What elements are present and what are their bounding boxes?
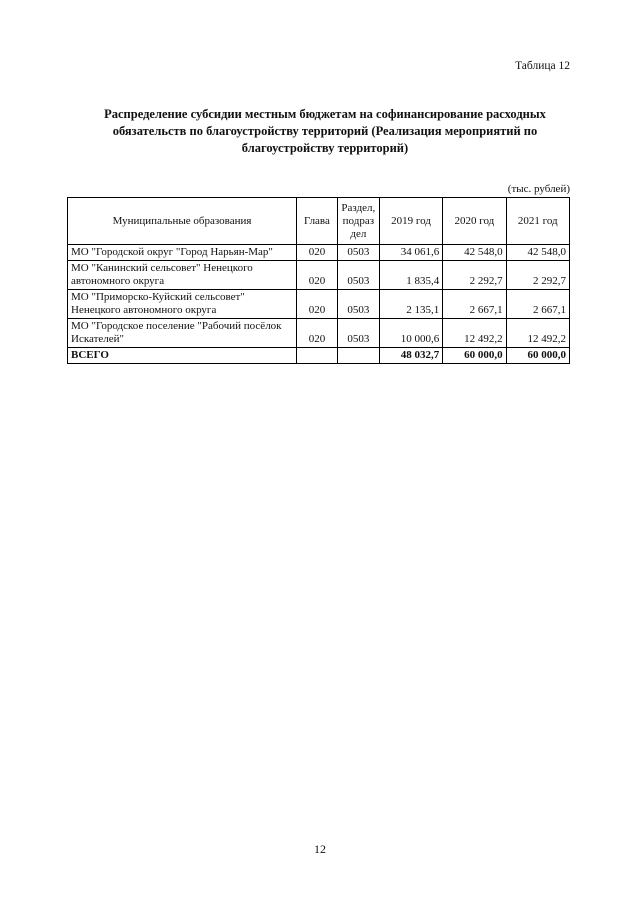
header-chapter: Глава — [297, 198, 338, 245]
header-2020: 2020 год — [443, 198, 506, 245]
row-2019: 34 061,6 — [379, 245, 442, 261]
row-2019: 1 835,4 — [379, 261, 442, 290]
total-label: ВСЕГО — [68, 348, 297, 364]
row-2021: 2 292,7 — [506, 261, 569, 290]
document-title: Распределение субсидии местным бюджетам на софинансирование расходных обязательств по благоустройству территорий (Реализация мероприятий по благоустройству территорий) — [104, 107, 546, 155]
table-row — [68, 245, 570, 261]
table-row — [68, 261, 570, 290]
row-chapter: 020 — [297, 319, 338, 348]
row-2021: 42 548,0 — [506, 245, 569, 261]
row-2021: 12 492,2 — [506, 319, 569, 348]
header-2021: 2021 год — [506, 198, 569, 245]
row-section: 0503 — [337, 290, 379, 319]
table-number: Таблица 12 — [515, 60, 570, 72]
row-2019: 2 135,1 — [379, 290, 442, 319]
page-number: 12 — [314, 842, 326, 856]
row-name: МО "Городской округ "Город Нарьян-Мар" — [68, 245, 297, 261]
row-name: МО "Городское поселение "Рабочий посёлок Искателей" — [68, 319, 297, 348]
total-2020: 60 000,0 — [443, 348, 506, 364]
row-name: МО "Приморско-Куйский сельсовет" Ненецкого автономного округа — [68, 290, 297, 319]
row-2020: 12 492,2 — [443, 319, 506, 348]
row-chapter: 020 — [297, 290, 338, 319]
header-section: Раздел, подраз дел — [337, 198, 379, 245]
total-section — [337, 348, 379, 364]
row-chapter: 020 — [297, 261, 338, 290]
row-2019: 10 000,6 — [379, 319, 442, 348]
row-2021: 2 667,1 — [506, 290, 569, 319]
header-municipality: Муниципальные образования — [68, 198, 297, 245]
row-section: 0503 — [337, 319, 379, 348]
header-2019: 2019 год — [379, 198, 442, 245]
row-section: 0503 — [337, 245, 379, 261]
row-2020: 42 548,0 — [443, 245, 506, 261]
row-name: МО "Канинский сельсовет" Ненецкого автономного округа — [68, 261, 297, 290]
row-section: 0503 — [337, 261, 379, 290]
row-2020: 2 292,7 — [443, 261, 506, 290]
total-2021: 60 000,0 — [506, 348, 569, 364]
table-row — [68, 319, 570, 348]
row-2020: 2 667,1 — [443, 290, 506, 319]
subsidy-table — [67, 197, 570, 364]
total-chapter — [297, 348, 338, 364]
units-label: (тыс. рублей) — [507, 183, 570, 195]
table-total-row — [68, 348, 570, 364]
table-row — [68, 290, 570, 319]
total-2019: 48 032,7 — [379, 348, 442, 364]
row-chapter: 020 — [297, 245, 338, 261]
table-header-row — [68, 198, 570, 245]
